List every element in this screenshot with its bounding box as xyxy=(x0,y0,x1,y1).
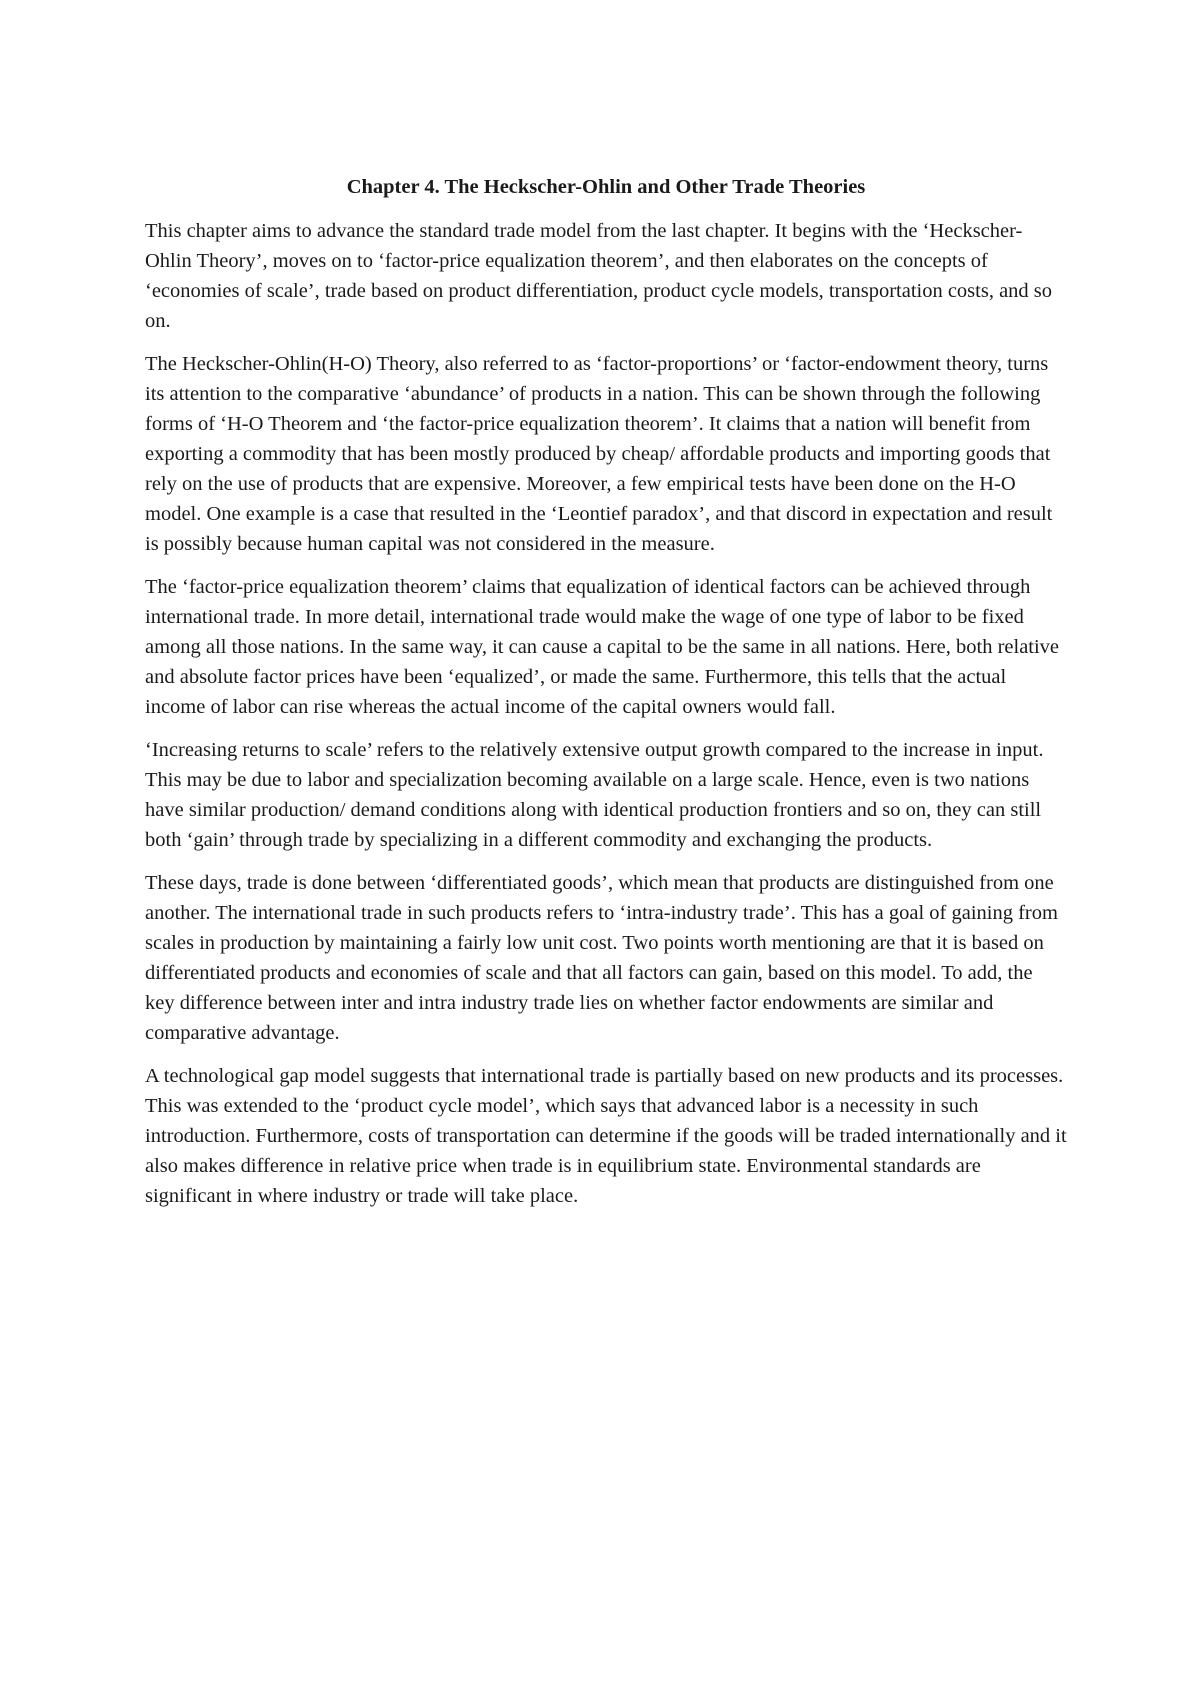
paragraph-heckscher-ohlin: The Heckscher-Ohlin(H-O) Theory, also referred to as ‘factor-proportions’ or ‘factor-endowment theory, turns its attention to the comparative ‘abundance’ of products in a nation. This can be shown through the following forms of ‘H-O Theorem and ‘the factor-price equalization theorem’. It claims that a nation will benefit from exporting a commodity that has been mostly produced by cheap/ affordable products and importing goods that rely on the use of products that are expensive. Moreover, a few empirical tests have been done on the H-O model. One example is a case that resulted in the ‘Leontief paradox’, and that discord in expectation and result is possibly because human capital was not considered in the measure. xyxy=(145,353,1053,555)
paragraph-returns-to-scale: ‘Increasing returns to scale’ refers to the relatively extensive output growth compared to the increase in input. This may be due to labor and specialization becoming available on a large scale. Hence, even is two nations have similar production/ demand conditions along with identical production frontiers and so on, they can still both ‘gain’ through trade by specializing in a different commodity and exchanging the products. xyxy=(145,739,1044,851)
paragraph-differentiated-goods: These days, trade is done between ‘differentiated goods’, which mean that products are distinguished from one another. The international trade in such products refers to ‘intra-industry trade’. This has a goal of gaining from scales in production by maintaining a fairly low unit cost. Two points worth mentioning are that it is based on differentiated products and economies of scale and that all factors can gain, based on this model. To add, the key difference between inter and intra industry trade lies on whether factor endowments are similar and comparative advantage. xyxy=(145,872,1058,1044)
paragraph-intro: This chapter aims to advance the standard trade model from the last chapter. It begins with the ‘Heckscher-Ohlin Theory’, moves on to ‘factor-price equalization theorem’, and then elaborates on the concepts of ‘economies of scale’, trade based on product differentiation, product cycle models, transportation costs, and so on. xyxy=(145,220,1053,332)
document-body xyxy=(145,172,1067,1224)
paragraph-technological-gap: A technological gap model suggests that international trade is partially based on new products and its processes. This was extended to the ‘product cycle model’, which says that advanced labor is a necessity in such introduction. Furthermore, costs of transportation can determine if the goods will be traded internationally and it also makes difference in relative price when trade is in equilibrium state. Environmental standards are significant in where industry or trade will take place. xyxy=(145,1065,1067,1207)
chapter-title: Chapter 4. The Heckscher-Ohlin and Other Trade Theories xyxy=(346,176,866,198)
paragraph-factor-price: The ‘factor-price equalization theorem’ claims that equalization of identical factors can be achieved through international trade. In more detail, international trade would make the wage of one type of labor to be fixed among all those nations. In the same way, it can cause a capital to be the same in all nations. Here, both relative and absolute factor prices have been ‘equalized’, or made the same. Furthermore, this tells that the actual income of labor can rise whereas the actual income of the capital owners would fall. xyxy=(145,576,1060,718)
